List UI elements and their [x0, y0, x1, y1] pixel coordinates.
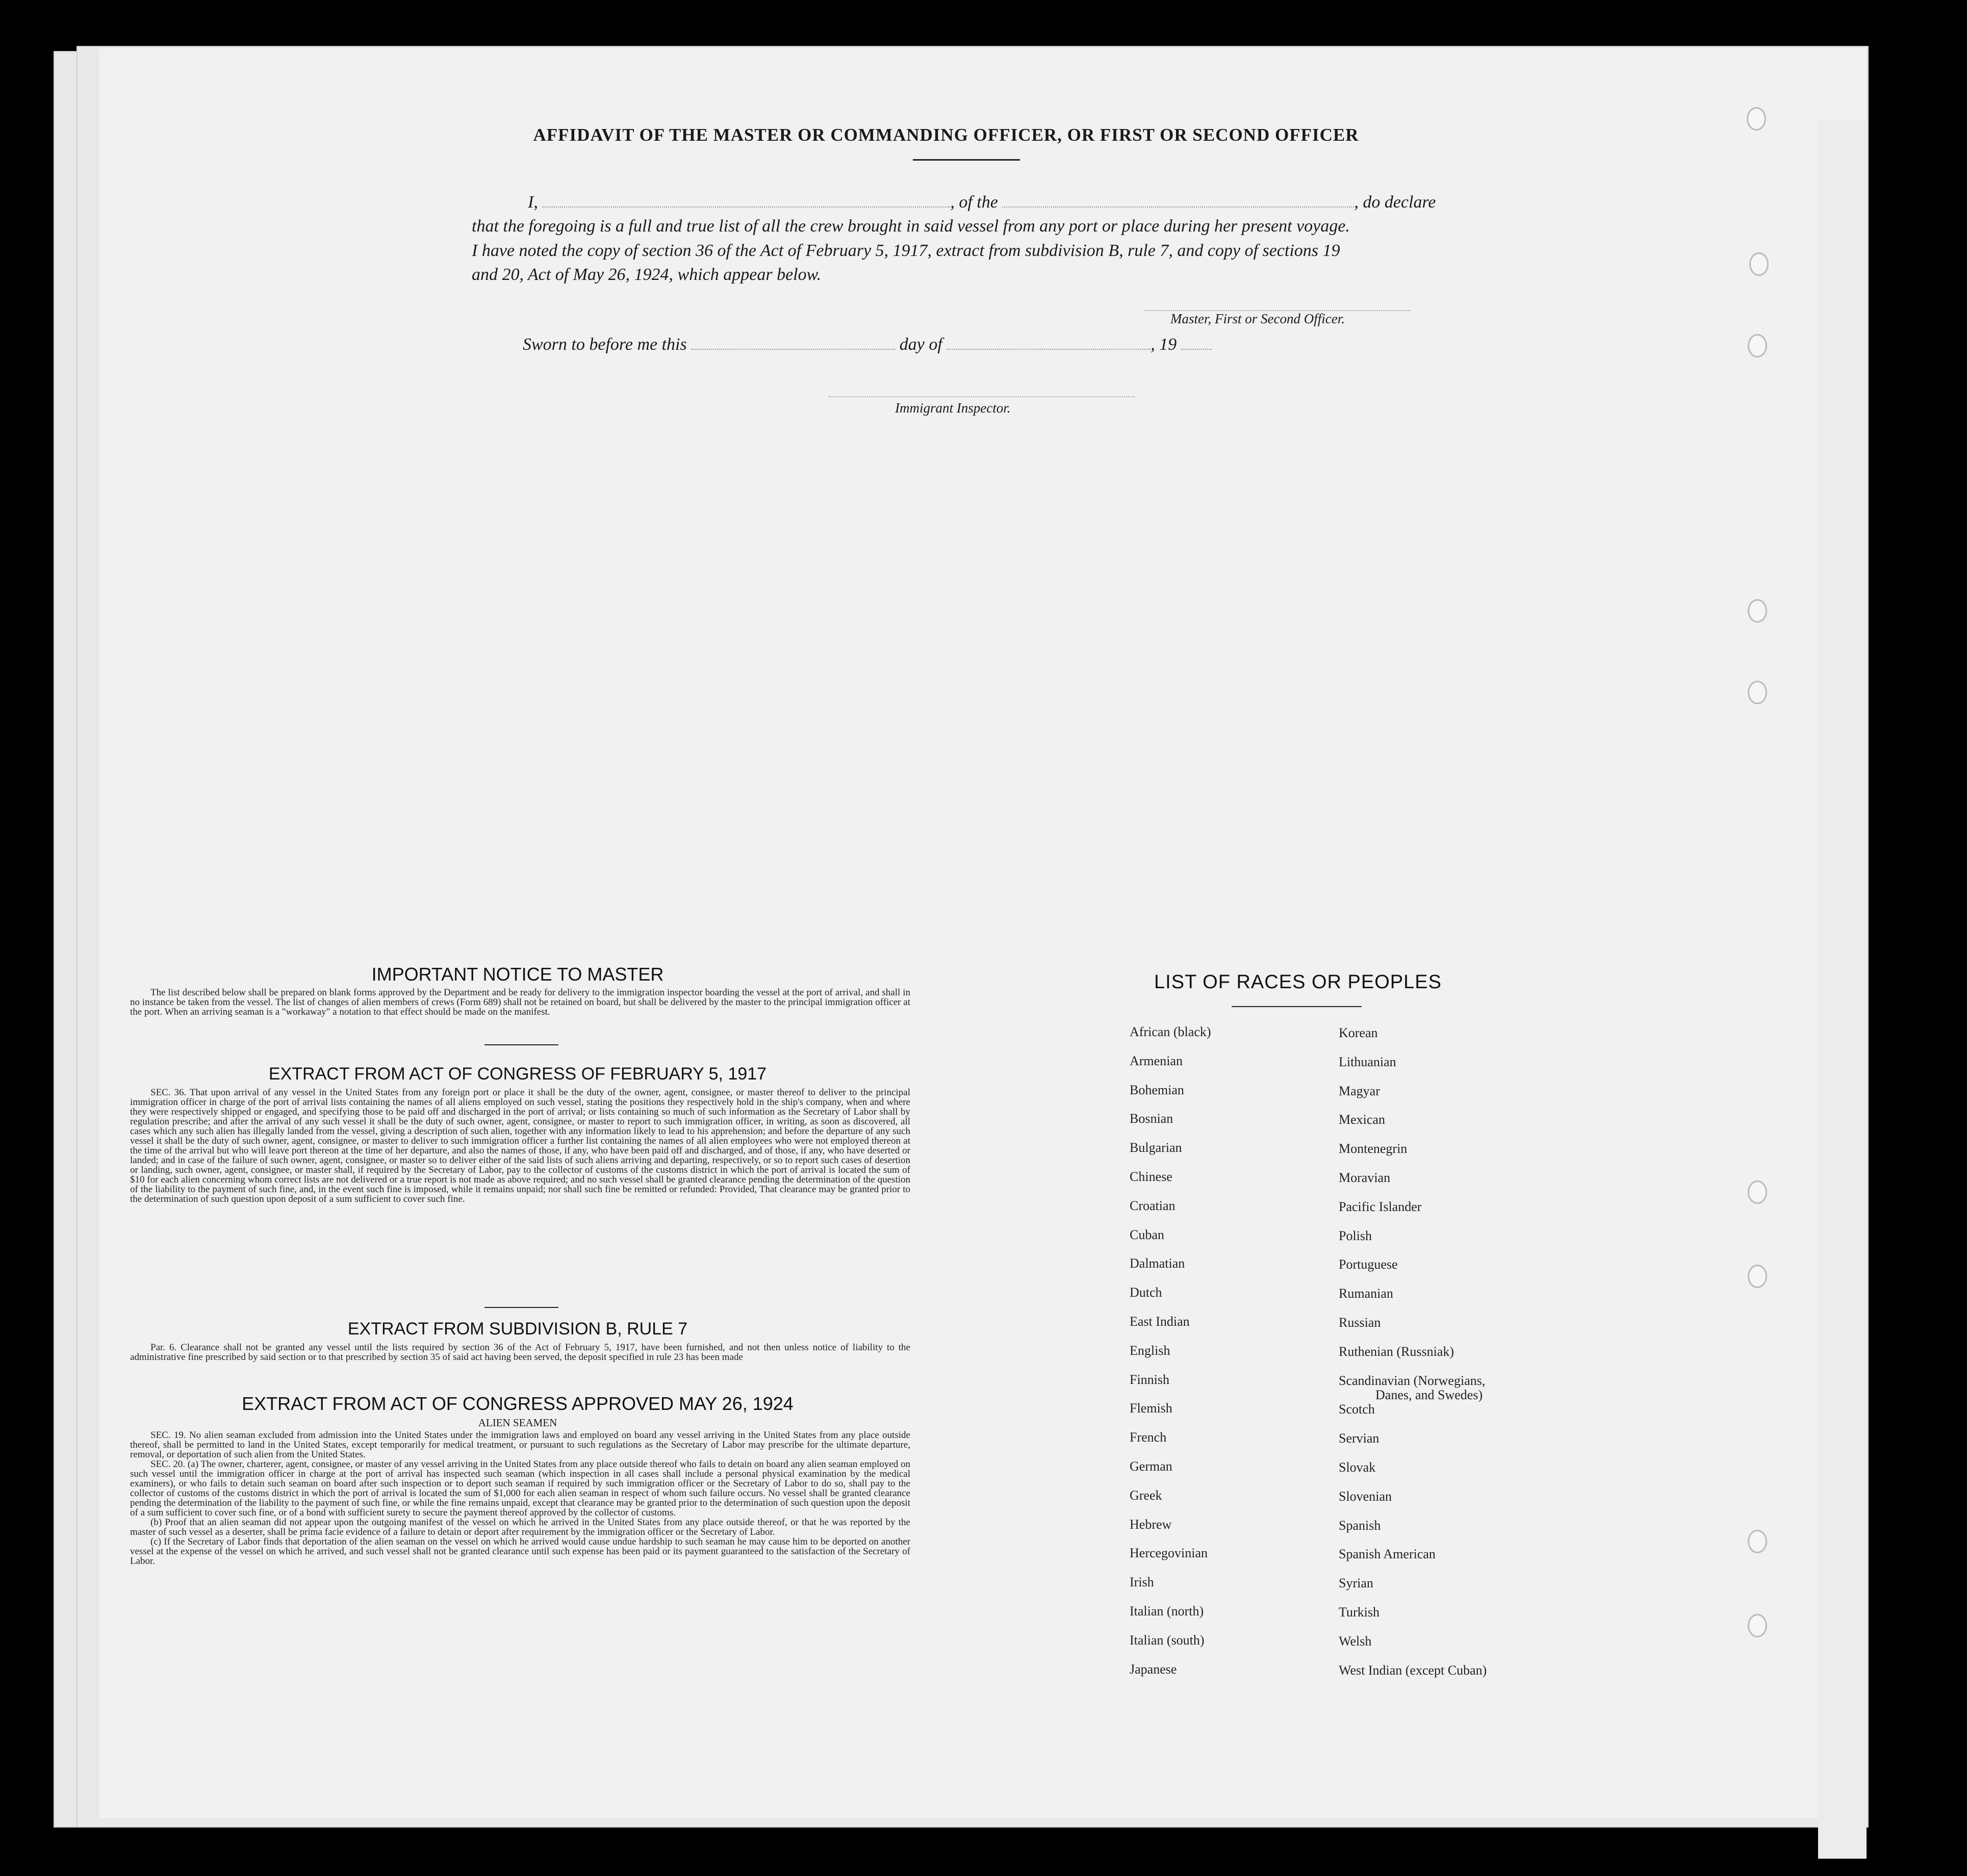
race-item: West Indian (except Cuban) — [1339, 1662, 1487, 1678]
affidavit-i: I, — [528, 193, 538, 212]
section-rule — [484, 1307, 558, 1308]
scandinavian-continuation: Danes, and Swedes) — [1375, 1387, 1483, 1402]
race-item: African (black) — [1130, 1024, 1211, 1039]
race-item: Finnish — [1130, 1372, 1170, 1387]
punch-hole — [1748, 1530, 1767, 1553]
rule-7-text — [130, 1343, 910, 1362]
race-item: Russian — [1339, 1315, 1381, 1330]
notice-text — [130, 988, 910, 1017]
sworn-month-field[interactable] — [947, 349, 1151, 350]
races-title: LIST OF RACES OR PEOPLES — [1154, 971, 1442, 993]
rule-7-paragraph: Par. 6. Clearance shall not be granted any vessel until the lists required by section 36 of the Act of February 5, 1917, have been furnished, and not then unless notice of liability to the administrative fine prescribed by said section or to that prescribed by section 35 of said act having been served, the deposit specified in rule 23 has been made — [130, 1342, 910, 1363]
sec-20a-paragraph: SEC. 20. (a) The owner, charterer, agent, consignee, or master of any vessel arriving in the United States from any place outside thereof who fails to detain on board any alien seaman employed on such vessel until the immigration officer in charge at the port of arrival has inspected such seaman (which inspection in all cases shall include a personal physical examination by the medical examiners), or who fails to detain such seaman on board after such inspection or to deport such seaman if required by such immigration officer or the Secretary of Labor to do so, shall pay to the collector of customs of the customs district in which the port of arrival is located the sum of $1,000 for each alien seaman in respect of whom such failure occurs. No vessel shall be granted clearance pending the determination of the liability to the payment of such fine, or while the fine remains unpaid, except that clearance may be granted prior to the determination of such question upon the deposit of a sum sufficient to cover such fine, or of a bond with sufficient surety to secure the payment thereof approved by the collector of customs. — [130, 1459, 910, 1518]
punch-hole — [1747, 107, 1766, 131]
master-name-field[interactable] — [542, 207, 950, 208]
race-item: Italian (south) — [1130, 1632, 1205, 1648]
title-rule — [913, 159, 1020, 161]
race-item: German — [1130, 1458, 1172, 1474]
section-rule — [484, 1044, 558, 1045]
sec-20c-paragraph: (c) If the Secretary of Labor finds that deportation of the alien seaman on the vessel on which he arrived would cause undue hardship to such seaman he may cause him to be deported on another vessel at the expense of the vessel on which he arrived, and such vessel shall not be granted clearance until such expense has been paid or its payment guaranteed to the satisfaction of the Secretary of Labor. — [130, 1536, 910, 1566]
race-item: Chinese — [1130, 1169, 1172, 1184]
race-item: Scotch — [1339, 1402, 1375, 1417]
race-item: Servian — [1339, 1431, 1380, 1446]
race-item: Greek — [1130, 1487, 1162, 1503]
race-item: Magyar — [1339, 1083, 1380, 1098]
rule-7-title: EXTRACT FROM SUBDIVISION B, RULE 7 — [347, 1319, 688, 1339]
race-item: Cuban — [1130, 1227, 1164, 1242]
sec-20b-paragraph: (b) Proof that an alien seaman did not appear upon the outgoing manifest of the vessel on which he arrived in the United States from any place outside thereof, or that he was reported by the master of such vessel as a deserter, shall be prima facie evidence of a failure to detain or deport after requirement by the immigration officer or the Secretary of Labor. — [130, 1517, 910, 1537]
punch-hole — [1749, 252, 1769, 276]
race-item: Japanese — [1130, 1661, 1177, 1677]
race-item: Hebrew — [1130, 1517, 1172, 1532]
act-1917-text — [130, 1088, 910, 1204]
race-item: Italian (north) — [1130, 1603, 1204, 1618]
act-1924-title: EXTRACT FROM ACT OF CONGRESS APPROVED MAY 26, 1924 — [242, 1393, 794, 1414]
document-page — [99, 48, 1867, 1818]
race-item: Turkish — [1339, 1604, 1380, 1620]
notice-paragraph: The list described below shall be prepared on blank forms approved by the Department and be ready for delivery to the immigration inspector boarding the vessel at the port of arrival, and shall in no instance be taken from the vessel. The list of changes of alien members of crews (Form 689) shall not be retained on board, but shall be delivered by the master to the principal immigration officer at the port. When an arriving seaman is a "workaway" a notation to that effect should be made on the manifest. — [130, 987, 910, 1017]
affidavit-text-line-2: I have noted the copy of section 36 of the Act of February 5, 1917, extract from subdivision B, rule 7, and copy of sections 19 — [472, 241, 1340, 260]
race-item: Montenegrin — [1339, 1141, 1408, 1157]
notice-title: IMPORTANT NOTICE TO MASTER — [371, 964, 664, 985]
binder-strip — [1818, 120, 1867, 1859]
punch-hole — [1748, 334, 1767, 357]
punch-hole — [1748, 681, 1767, 704]
race-item: Mexican — [1339, 1112, 1385, 1127]
inspector-signature-line[interactable] — [829, 396, 1135, 397]
races-title-rule — [1232, 1006, 1362, 1007]
affidavit-do-declare: , do declare — [1354, 193, 1436, 212]
year-prefix: , 19 — [1151, 335, 1177, 354]
race-item: Irish — [1130, 1575, 1154, 1590]
act-1917-title: EXTRACT FROM ACT OF CONGRESS OF FEBRUARY 5, 1917 — [268, 1064, 767, 1084]
race-item: Scandinavian (Norwegians, — [1339, 1373, 1486, 1388]
race-item: Flemish — [1130, 1401, 1172, 1416]
race-item: Slovenian — [1339, 1488, 1392, 1504]
race-item: Ruthenian (Russniak) — [1339, 1344, 1454, 1359]
punch-hole — [1748, 1265, 1767, 1288]
sworn-text: Sworn to before me this — [523, 335, 687, 354]
race-item: Bulgarian — [1130, 1140, 1182, 1155]
race-item: Bohemian — [1130, 1082, 1184, 1097]
act-1917-paragraph: SEC. 36. That upon arrival of any vessel in the United States from any foreign port or place it shall be the duty of the owner, agent, consignee, or master thereof to deliver to the principal immigration officer in charge of the port of arrival lists containing the names of all aliens employed on such vessel, stating the positions they respectively hold in the ship's company, when and where they were respectively shipped or engaged, and specifying those to be paid off and discharged in the port of arrival; or lists containing so much of such information as the Secretary of Labor shall by regulation prescribe; and after the arrival of any such vessel it shall be the duty of such owner, agent, consignee, or master to report to such immigration officer, in writing, as soon as discovered, all cases which any such alien has illegally landed from the vessel, giving a description of such alien, together with any information likely to lead to his apprehension; and before the departure of any such vessel it shall be the duty of such owner, agent, consignee, or master to deliver to such immigration officer a further list containing the names of all alien employees who were not employed thereon at the time of the arrival but who will leave port thereon at the time of her departure, and also the names of those, if any, who have been paid off and discharged, and of those, if any, who have deserted or landed; and in case of the failure of such owner, agent, consignee, or master so to deliver either of the said lists of such aliens arriving and departing, respectively, or so to report such cases of desertion or landing, such owner, agent, consignee, or master shall, if required by the Secretary of Labor, pay to the collector of customs of the customs district in which the port of arrival is located the sum of $10 for each alien concerning whom correct lists are not delivered or a true report is not made as above required; and no such vessel shall be granted clearance pending the determination of the question of the liability to the payment of such fine, and, in the event such fine is imposed, while it remains unpaid; nor shall such fine be remitted or refunded: Provided, That clearance may be granted prior to the determination of such question upon deposit of a sum sufficient to cover such fine. — [130, 1087, 910, 1204]
punch-hole — [1748, 599, 1767, 623]
punch-hole — [1748, 1180, 1767, 1204]
race-item: Slovak — [1339, 1459, 1376, 1475]
race-item: Hercegovinian — [1130, 1546, 1208, 1561]
race-item: French — [1130, 1430, 1167, 1445]
vessel-name-field[interactable] — [1002, 207, 1354, 208]
race-item: English — [1130, 1343, 1170, 1358]
punch-hole — [1748, 1614, 1767, 1637]
race-item: East Indian — [1130, 1314, 1190, 1329]
race-item: Portuguese — [1339, 1257, 1398, 1272]
races-column-1 — [1130, 1018, 1211, 1684]
affidavit-title: AFFIDAVIT OF THE MASTER OR COMMANDING OFFICER, OR FIRST OR SECOND OFFICER — [533, 125, 1359, 145]
act-1924-subtitle: ALIEN SEAMEN — [478, 1417, 557, 1429]
day-of-text: day of — [899, 335, 942, 354]
sworn-line — [523, 335, 1212, 354]
race-item: Welsh — [1339, 1633, 1372, 1649]
affidavit-declaration-line — [528, 193, 1436, 212]
race-item: Dalmatian — [1130, 1256, 1185, 1271]
race-item: Dutch — [1130, 1285, 1162, 1300]
race-item: Moravian — [1339, 1170, 1391, 1185]
race-item: Croatian — [1130, 1198, 1176, 1213]
race-item: Bosnian — [1130, 1111, 1173, 1126]
race-item: Pacific Islander — [1339, 1199, 1422, 1214]
race-item: Syrian — [1339, 1576, 1373, 1591]
races-column-2 — [1339, 1019, 1487, 1685]
affidavit-text-line-3: and 20, Act of May 26, 1924, which appear below. — [472, 265, 822, 284]
sworn-day-field[interactable] — [691, 349, 895, 350]
sworn-year-field[interactable] — [1181, 349, 1212, 350]
sec-19-paragraph: SEC. 19. No alien seaman excluded from admission into the United States under the immigration laws and employed on board any vessel arriving in the United States from any place outside thereof, shall be permitted to land in the United States, except temporarily for medical treatment, or pursuant to such regulations as the Secretary of Labor may prescribe for the ultimate departure, removal, or deportation of such alien from the United States. — [130, 1430, 910, 1460]
race-item: Polish — [1339, 1228, 1372, 1243]
act-1924-text — [130, 1430, 910, 1566]
race-item: Spanish — [1339, 1518, 1381, 1533]
inspector-caption: Immigrant Inspector. — [895, 400, 1011, 416]
race-item: Korean — [1339, 1025, 1378, 1040]
affidavit-text-line-1: that the foregoing is a full and true list of all the crew brought in said vessel from any port or place during her present voyage. — [472, 217, 1350, 236]
race-item: Armenian — [1130, 1053, 1183, 1068]
race-item: Spanish American — [1339, 1547, 1436, 1562]
race-item: Lithuanian — [1339, 1054, 1396, 1069]
master-caption: Master, First or Second Officer. — [1170, 311, 1345, 326]
affidavit-of-the: , of the — [950, 193, 998, 212]
race-item: Rumanian — [1339, 1286, 1393, 1301]
